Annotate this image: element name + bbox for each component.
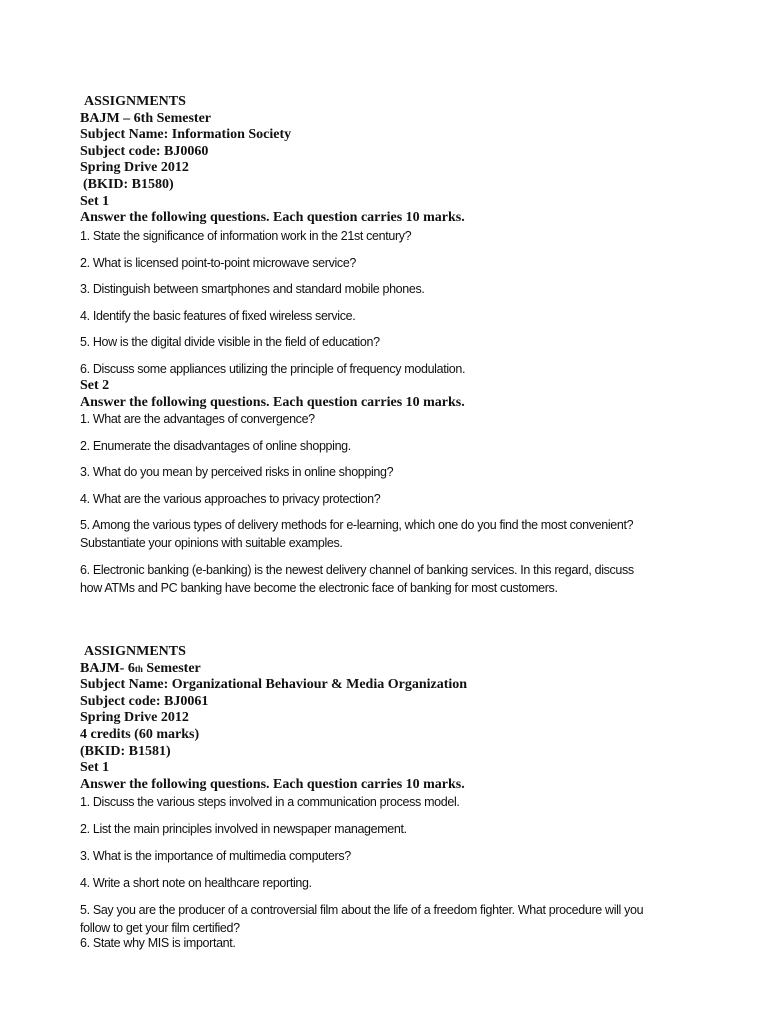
question-item — [80, 561, 720, 597]
question-item: 4. What are the various approaches to privacy protection? — [80, 492, 381, 506]
question-item — [80, 901, 720, 937]
subject-code: Subject code: BJ0060 — [80, 143, 209, 159]
program-ordinal: th — [134, 663, 143, 674]
question-item: 2. What is licensed point-to-point microwave service? — [80, 256, 357, 270]
question-item: 1. Discuss the various steps involved in a communication process model. — [80, 795, 460, 809]
question-item: 6. State why MIS is important. — [80, 936, 236, 950]
program-line: BAJM – 6th Semester — [80, 110, 212, 126]
set-label: Set 2 — [80, 378, 110, 393]
subject-name: Subject Name: Organizational Behaviour & Media Organization — [80, 677, 468, 693]
program-prefix: BAJM- 6 — [80, 660, 135, 676]
assignment-title: ASSIGNMENTS — [84, 94, 186, 109]
question-item — [80, 516, 720, 552]
question-line: 5. Among the various types of delivery methods for e-learning, which one do you find the most convenient? — [80, 518, 634, 532]
question-line: follow to get your film certified? — [80, 921, 240, 935]
question-item: 4. Write a short note on healthcare reporting. — [80, 876, 312, 890]
question-item: 4. Identify the basic features of fixed wireless service. — [80, 309, 356, 323]
set-instruction: Answer the following questions. Each question carries 10 marks. — [80, 394, 465, 410]
subject-code: Subject code: BJ0061 — [80, 693, 209, 709]
set-instruction: Answer the following questions. Each question carries 10 marks. — [80, 210, 465, 226]
question-item: 2. Enumerate the disadvantages of online shopping. — [80, 439, 351, 453]
question-item: 2. List the main principles involved in newspaper management. — [80, 822, 407, 836]
set-header-2 — [80, 378, 720, 411]
question-item: 5. How is the digital divide visible in the field of education? — [80, 335, 380, 349]
question-line: 6. Electronic banking (e-banking) is the newest delivery channel of banking services. In this regard, discuss — [80, 563, 634, 577]
set-label: Set 1 — [80, 760, 110, 776]
question-line: Substantiate your opinions with suitable examples. — [80, 536, 343, 550]
question-item: 6. Discuss some appliances utilizing the principle of frequency modulation. — [80, 362, 466, 376]
drive-line: Spring Drive 2012 — [80, 710, 189, 726]
question-item: 1. What are the advantages of convergence? — [80, 412, 315, 426]
credits-line: 4 credits (60 marks) — [80, 726, 200, 742]
drive-line: Spring Drive 2012 — [80, 160, 189, 176]
question-item: 3. What is the importance of multimedia computers? — [80, 849, 351, 863]
assignment-header-1 — [80, 94, 720, 227]
assignment-header-2 — [80, 644, 720, 793]
program-line — [80, 661, 720, 678]
question-item: 3. Distinguish between smartphones and standard mobile phones. — [80, 282, 425, 296]
assignment-title: ASSIGNMENTS — [84, 644, 186, 659]
question-line: 5. Say you are the producer of a controversial film about the life of a freedom fighter. What procedure will you — [80, 903, 644, 917]
program-suffix: Semester — [142, 660, 201, 676]
bkid-line: (BKID: B1580) — [83, 176, 174, 192]
question-item: 3. What do you mean by perceived risks in online shopping? — [80, 465, 394, 479]
set-label: Set 1 — [80, 193, 110, 209]
set-instruction: Answer the following questions. Each question carries 10 marks. — [80, 776, 465, 792]
bkid-line: (BKID: B1581) — [80, 743, 171, 759]
question-item: 1. State the significance of information work in the 21st century? — [80, 229, 412, 243]
subject-name: Subject Name: Information Society — [80, 127, 292, 143]
question-line: how ATMs and PC banking have become the electronic face of banking for most customers. — [80, 581, 558, 595]
